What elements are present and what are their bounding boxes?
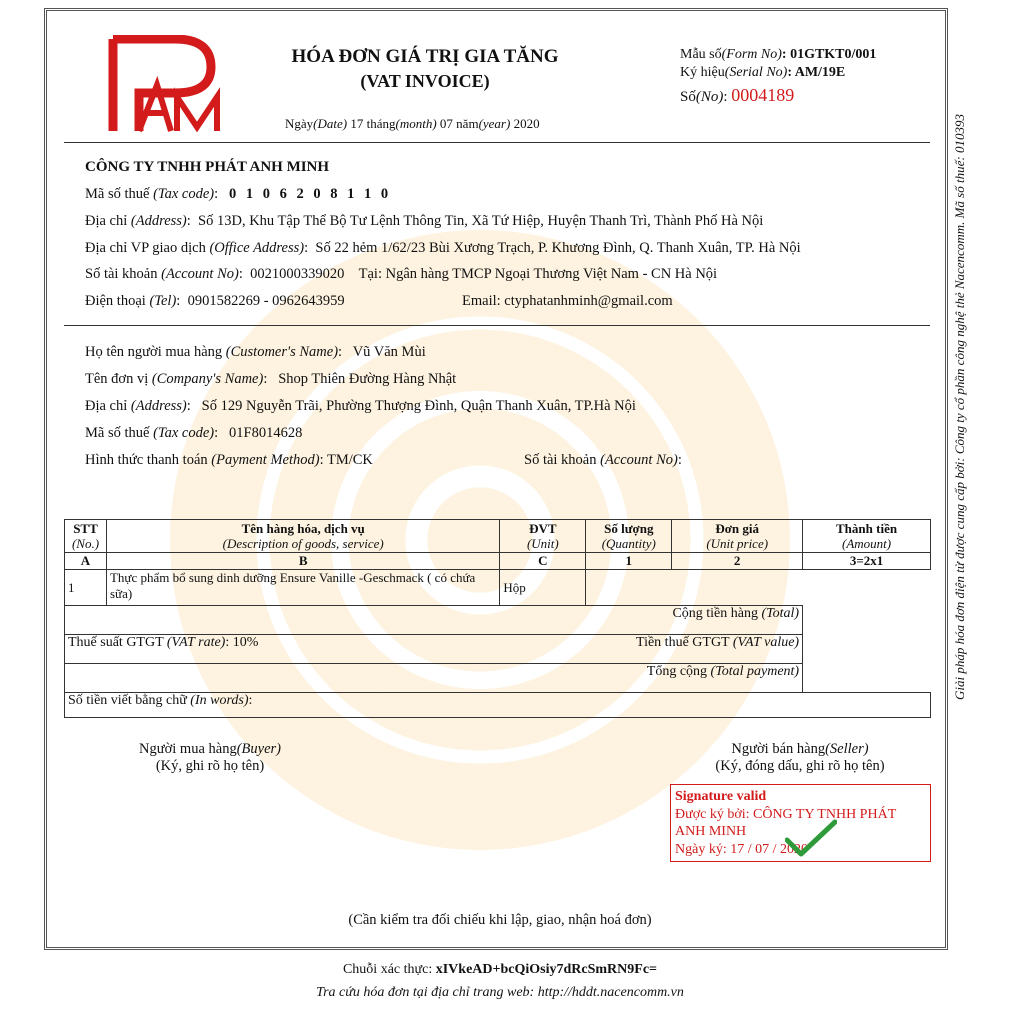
- table-cell: 1: [586, 553, 672, 570]
- buyer-tax-code: Mã số thuế (Tax code): 01F8014628: [85, 425, 303, 441]
- table-cell: Tổng cộng (Total payment): [65, 664, 803, 693]
- checkmark-icon: [785, 818, 837, 858]
- seller-address: Địa chỉ (Address): Số 13D, Khu Tập Thể Bộ Tư Lệnh Thông Tin, Xã Tứ Hiệp, Huyện Thanh Trì, Thành Phố Hà Nội: [85, 213, 764, 229]
- vat-row: [65, 635, 931, 664]
- table-cell: Thực phẩm bổ sung dinh dưỡng Ensure Vanille -Geschmack ( có chứa sữa): [106, 570, 499, 606]
- seller-signature-block: Người bán hàng(Seller) (Ký, đóng dấu, ghi rõ họ tên): [715, 741, 885, 774]
- table-cell: 2: [672, 553, 803, 570]
- invoice-title-en: (VAT INVOICE): [360, 71, 490, 91]
- grand-total-row: [65, 664, 931, 693]
- table-cell: Thuế suất GTGT (VAT rate): 10%: [65, 635, 500, 664]
- seller-phone: Điện thoại (Tel): 0901582269 - 0962643959: [85, 293, 345, 309]
- seller-email: Email: ctyphatanhminh@gmail.com: [462, 293, 673, 309]
- table-header-row: [65, 520, 931, 553]
- invoice-date: Ngày(Date) 17 tháng(month) 07 năm(year) 2020: [285, 116, 540, 131]
- col-header: ĐVT (Unit): [500, 520, 586, 553]
- serial-number: Ký hiệu(Serial No): AM/19E: [680, 65, 846, 80]
- table-row: [65, 570, 931, 606]
- signed-date: Ngày ký: 17 / 07 / 2020: [675, 841, 808, 857]
- buyer-company: Tên đơn vị (Company's Name): Shop Thiên Đường Hàng Nhật: [85, 371, 457, 387]
- check-note: (Cần kiểm tra đối chiếu khi lập, giao, nhận hoá đơn): [348, 912, 652, 928]
- table-cell: Cộng tiền hàng (Total): [65, 606, 803, 635]
- col-header: Số lượng (Quantity): [586, 520, 672, 553]
- seller-name: CÔNG TY TNHH PHÁT ANH MINH: [85, 159, 330, 175]
- table-cell: 1: [65, 570, 107, 606]
- lookup-link[interactable]: Tra cứu hóa đơn tại địa chỉ trang web: http://hddt.nacencomm.vn: [316, 985, 684, 1000]
- form-number: Mẫu số(Form No): 01GTKT0/001: [680, 47, 877, 62]
- buyer-signature-block: Người mua hàng(Buyer) (Ký, ghi rõ họ tên): [139, 741, 281, 774]
- table-cell: B: [106, 553, 499, 570]
- svg-text:PAM: PAM: [105, 35, 108, 36]
- table-cell: A: [65, 553, 107, 570]
- col-header: Đơn giá (Unit price): [672, 520, 803, 553]
- verification-string: Chuỗi xác thực: xIVkeAD+bcQiOsiy7dRcSmRN9Fc=: [342, 962, 658, 977]
- seller-tax-code: Mã số thuế (Tax code): 0 1 0 6 2 0 8 1 1 0: [85, 186, 392, 202]
- divider: [64, 325, 930, 326]
- table-cell: Số tiền viết bằng chữ (In words):: [65, 693, 931, 718]
- seller-office: Địa chỉ VP giao dịch (Office Address): Số 22 hẻm 1/62/23 Bùi Xương Trạch, P. Khương Đình, Q. Thanh Xuân, TP. Hà Nội: [85, 240, 801, 256]
- table-cell: 3=2x1: [803, 553, 931, 570]
- column-code-row: [65, 553, 931, 570]
- table-cell: Tiền thuế GTGT (VAT value): [500, 635, 803, 664]
- table-cell: [803, 635, 931, 664]
- col-header: Tên hàng hóa, dịch vụ (Description of goods, service): [106, 520, 499, 553]
- seller-account: Số tài khoản (Account No): 0021000339020 Tại: Ngân hàng TMCP Ngoại Thương Việt Nam - CN Hà Nội: [85, 266, 718, 282]
- table-cell: [803, 664, 931, 693]
- items-table: [64, 519, 931, 718]
- company-logo: [105, 35, 245, 135]
- signature-status: Signature valid: [675, 789, 767, 804]
- table-cell: C: [500, 553, 586, 570]
- payment-method: Hình thức thanh toán (Payment Method): TM/CK: [85, 452, 373, 468]
- col-header: Thành tiền (Amount): [803, 520, 931, 553]
- invoice-number: Số(No): 0004189: [680, 85, 795, 105]
- table-cell: [586, 570, 931, 606]
- provider-note: Giải pháp hóa đơn điện tử được cung cấp bởi: Công ty cổ phần công nghệ thẻ Nacencomm. Mã số thuế: 010393: [952, 114, 967, 700]
- in-words-row: [65, 693, 931, 718]
- col-header: STT (No.): [65, 520, 107, 553]
- signed-by: Được ký bởi: CÔNG TY TNHH PHÁT ANH MINH: [675, 806, 896, 839]
- buyer-address: Địa chỉ (Address): Số 129 Nguyễn Trãi, Phường Thượng Đình, Quận Thanh Xuân, TP.Hà Nội: [85, 398, 636, 414]
- table-cell: [803, 606, 931, 635]
- table-cell: Hộp: [500, 570, 586, 606]
- total-row: [65, 606, 931, 635]
- divider: [64, 142, 930, 143]
- buyer-account: Số tài khoản (Account No):: [524, 452, 682, 468]
- buyer-name: Họ tên người mua hàng (Customer's Name): Vũ Văn Mùi: [85, 344, 426, 360]
- invoice-title: HÓA ĐƠN GIÁ TRỊ GIA TĂNG: [291, 46, 559, 67]
